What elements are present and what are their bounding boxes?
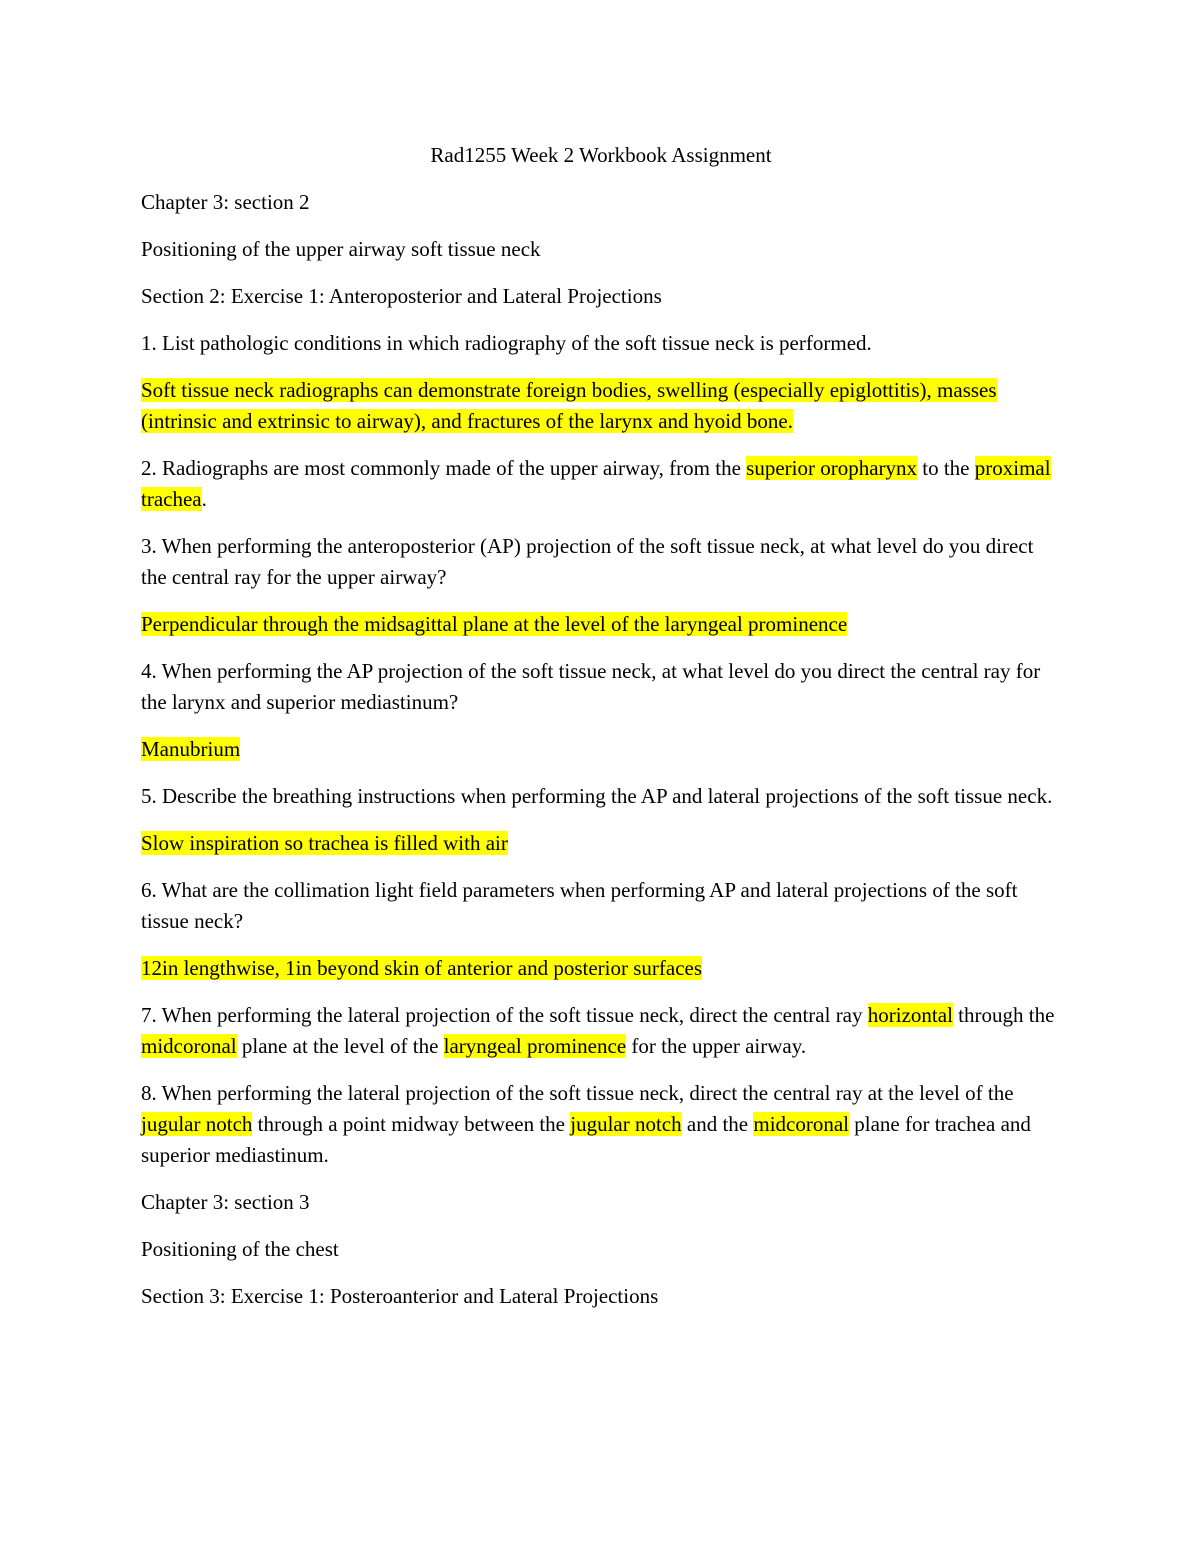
answer-1 [141,375,1061,437]
question-8-text: through a point midway between the [252,1112,571,1136]
answer-5-highlight: Slow inspiration so trachea is filled with air [141,831,508,855]
exercise-heading-section-2: Section 2: Exercise 1: Anteroposterior and Lateral Projections [141,284,662,308]
question-7 [141,1000,1061,1062]
answer-2-blank-2: proximal trachea [141,456,1051,511]
document-body [141,140,1061,1328]
question-2-text: 2. Radiographs are most commonly made of the upper airway, from the [141,456,747,480]
answer-7-blank-3: laryngeal prominence [443,1034,627,1058]
topic-heading-chest: Positioning of the chest [141,1237,339,1261]
answer-2-blank-1: superior oropharynx [746,456,918,480]
exercise-heading-section-3: Section 3: Exercise 1: Posteroanterior and Lateral Projections [141,1284,659,1308]
answer-3-highlight: Perpendicular through the midsagittal plane at the level of the laryngeal prominence [141,612,848,636]
question-7-text: through the [952,1003,1055,1027]
answer-3 [141,609,1061,640]
question-8-text: 8. When performing the lateral projection of the soft tissue neck, direct the central ray at the level of the [141,1081,1014,1105]
question-5: 5. Describe the breathing instructions when performing the AP and lateral projections of the soft tissue neck. [141,784,1053,808]
question-3: 3. When performing the anteroposterior (AP) projection of the soft tissue neck, at what level do you direct the central ray for the upper airway? [141,534,1034,589]
question-7-text: 7. When performing the lateral projection of the soft tissue neck, direct the central ray [141,1003,868,1027]
answer-4 [141,734,1061,765]
question-2-text: to the [917,456,975,480]
question-8-text: and the [681,1112,754,1136]
answer-8-blank-3: midcoronal [753,1112,849,1136]
answer-8-blank-1: jugular notch [141,1112,253,1136]
question-4: 4. When performing the AP projection of the soft tissue neck, at what level do you direct the central ray for the larynx and superior mediastinum? [141,659,1041,714]
answer-6-highlight: 12in lengthwise, 1in beyond skin of anterior and posterior surfaces [141,956,703,980]
answer-1-highlight: Soft tissue neck radiographs can demonstrate foreign bodies, swelling (especially epiglottitis), masses (intrinsic and extrinsic to airway), and fractures of the larynx and hyoid bone. [141,378,997,433]
question-8-text: plane for trachea and superior mediastinum. [141,1112,1031,1167]
question-7-text: plane at the level of the [236,1034,444,1058]
question-8 [141,1078,1061,1171]
chapter-heading-section-3: Chapter 3: section 3 [141,1190,310,1214]
document-title: Rad1255 Week 2 Workbook Assignment [430,143,772,167]
answer-5 [141,828,1061,859]
chapter-heading-section-2: Chapter 3: section 2 [141,190,310,214]
question-1: 1. List pathologic conditions in which radiography of the soft tissue neck is performed. [141,331,872,355]
question-7-text: for the upper airway. [626,1034,807,1058]
answer-7-blank-1: horizontal [867,1003,953,1027]
question-6: 6. What are the collimation light field parameters when performing AP and lateral projections of the soft tissue neck? [141,878,1018,933]
answer-8-blank-2: jugular notch [570,1112,682,1136]
topic-heading-upper-airway: Positioning of the upper airway soft tissue neck [141,237,541,261]
answer-4-highlight: Manubrium [141,737,241,761]
answer-6 [141,953,1061,984]
question-2 [141,453,1061,515]
question-2-text: . [201,487,207,511]
answer-7-blank-2: midcoronal [141,1034,237,1058]
